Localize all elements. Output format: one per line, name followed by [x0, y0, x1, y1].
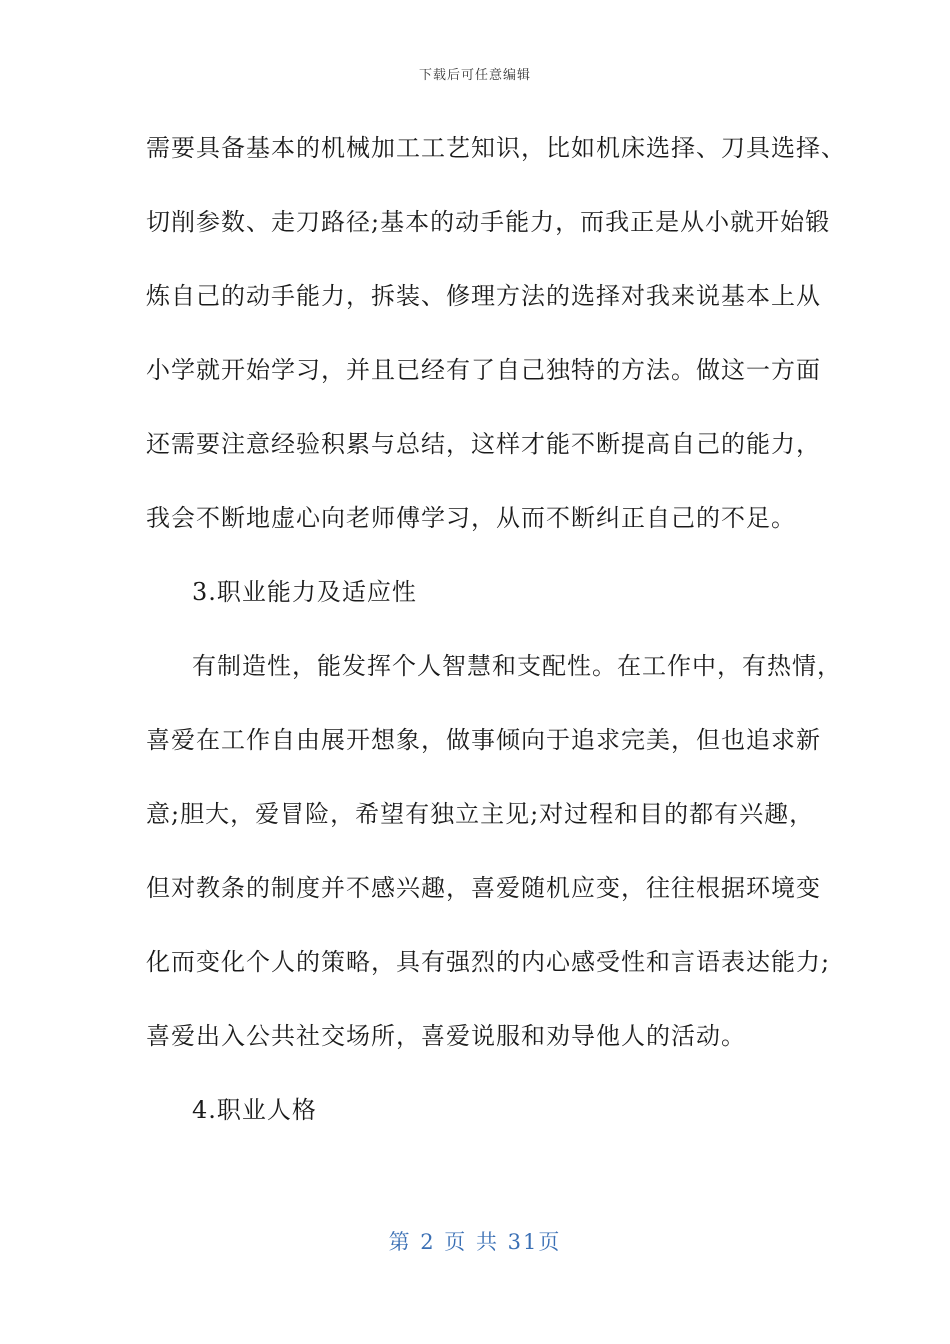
paragraph-line: 炼自己的动手能力，拆装、修理方法的选择对我来说基本上从	[146, 282, 821, 310]
paragraph-line: 还需要注意经验积累与总结，这样才能不断提高自己的能力，	[146, 430, 821, 458]
paragraph-line: 我会不断地虚心向老师傅学习，从而不断纠正自己的不足。	[146, 504, 796, 532]
paragraph-line: 化而变化个人的策略，具有强烈的内心感受性和言语表达能力;	[146, 948, 831, 976]
paragraph-line: 切削参数、走刀路径;基本的动手能力，而我正是从小就开始锻	[146, 208, 831, 236]
page-header: 下载后可任意编辑	[418, 68, 531, 83]
paragraph-line: 喜爱在工作自由展开想象，做事倾向于追求完美，但也追求新	[146, 726, 821, 754]
section-heading: 3.职业能力及适应性	[192, 578, 417, 606]
paragraph-line: 意;胆大，爱冒险，希望有独立主见;对过程和目的都有兴趣，	[146, 800, 815, 828]
page-number-footer: 第 2 页 共 31页	[388, 1230, 562, 1254]
paragraph-line: 需要具备基本的机械加工工艺知识，比如机床选择、刀具选择、	[146, 134, 846, 162]
paragraph-line: 喜爱出入公共社交场所，喜爱说服和劝导他人的活动。	[146, 1022, 746, 1050]
paragraph-line: 但对教条的制度并不感兴趣，喜爱随机应变，往往根据环境变	[146, 874, 821, 902]
paragraph-line: 有制造性，能发挥个人智慧和支配性。在工作中，有热情，	[192, 652, 842, 680]
section-heading: 4.职业人格	[192, 1096, 317, 1124]
paragraph-line: 小学就开始学习，并且已经有了自己独特的方法。做这一方面	[146, 356, 821, 384]
